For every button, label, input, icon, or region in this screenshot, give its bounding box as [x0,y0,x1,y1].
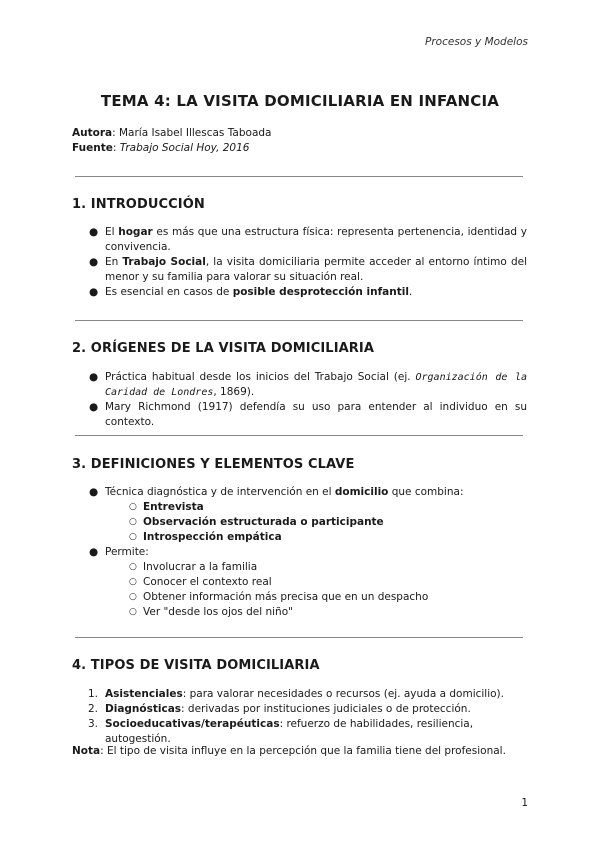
bullet-list-origenes [72,370,527,430]
bullet-icon: ● [89,226,99,238]
page-title: TEMA 4: LA VISITA DOMICILIARIA EN INFANCIA [100,92,500,110]
sub-list-item: ○ Ver "desde los ojos del niño" [129,606,293,618]
bullet-icon: ● [89,401,99,413]
circle-bullet-icon: ○ [129,517,137,527]
sub-list-item: ○ Obtener información más precisa que en un despacho [129,591,429,603]
sub-list-item: ○ Entrevista [129,501,204,513]
divider [75,637,523,638]
list-item: ● En Trabajo Social, la visita domiciliaria permite acceder al entorno íntimo del menor y su familia para valorar su situación real. [89,256,527,283]
sub-list-item: ○ Conocer el contexto real [129,576,272,588]
list-item: ● Técnica diagnóstica y de intervención en el domicilio que combina: [89,486,464,498]
circle-bullet-icon: ○ [129,562,137,572]
sub-list-item: ○ Introspección empática [129,531,282,543]
sub-list-item: ○ Observación estructurada o participante [129,516,384,528]
divider [75,435,523,436]
section-heading-tipos: 4. TIPOS DE VISITA DOMICILIARIA [72,658,320,673]
section-heading-origenes: 2. ORÍGENES DE LA VISITA DOMICILIARIA [72,341,375,356]
section-heading-introduccion: 1. INTRODUCCIÓN [72,197,205,212]
bullet-list-definiciones [72,485,527,620]
bullet-list-introduccion [72,225,527,300]
circle-bullet-icon: ○ [129,532,137,542]
numbered-list-tipos [72,687,527,747]
list-item: 3. Socioeducativas/terapéuticas: refuerzo de habilidades, resiliencia, autogestión. [88,718,474,745]
running-header: Procesos y Modelos [425,36,528,48]
note-paragraph [72,744,527,759]
circle-bullet-icon: ○ [129,577,137,587]
circle-bullet-icon: ○ [129,607,137,617]
author-label: Autora [72,127,113,139]
divider [75,176,523,177]
page-number: 1 [521,797,528,809]
sub-list-item: ○ Involucrar a la familia [129,561,258,573]
section-heading-definiciones: 3. DEFINICIONES Y ELEMENTOS CLAVE [72,457,355,472]
list-item: 1. Asistenciales: para valorar necesidades o recursos (ej. ayuda a domicilio). [88,688,504,700]
author-value: : María Isabel Illescas Taboada [112,127,272,139]
source-sep: : [112,142,120,154]
list-item: ● Es esencial en casos de posible desprotección infantil. [89,286,413,298]
bullet-icon: ● [89,371,99,383]
source-label: Fuente [72,142,113,154]
note-label: Nota [72,745,101,757]
bullet-icon: ● [89,256,99,268]
list-item: ● El hogar es más que una estructura física: representa pertenencia, identidad y convivencia. [89,226,527,253]
circle-bullet-icon: ○ [129,592,137,602]
bullet-icon: ● [89,546,99,558]
list-item: ● Mary Richmond (1917) defendía su uso para entender al individuo en su contexto. [89,401,527,428]
author-line [72,127,271,139]
list-item: ● Permite: [89,546,149,558]
bullet-icon: ● [89,286,99,298]
divider [75,320,523,321]
circle-bullet-icon: ○ [129,502,137,512]
bullet-icon: ● [89,486,99,498]
list-item: ● Práctica habitual desde los inicios del Trabajo Social (ej. Organización de la Caridad de Londres, 1869). [89,371,527,398]
source-line [72,142,249,154]
list-item: 2. Diagnósticas: derivadas por instituciones judiciales o de protección. [88,703,471,715]
note-text: : El tipo de visita influye en la percepción que la familia tiene del profesional. [100,745,506,757]
source-value: Trabajo Social Hoy, 2016 [119,142,250,154]
